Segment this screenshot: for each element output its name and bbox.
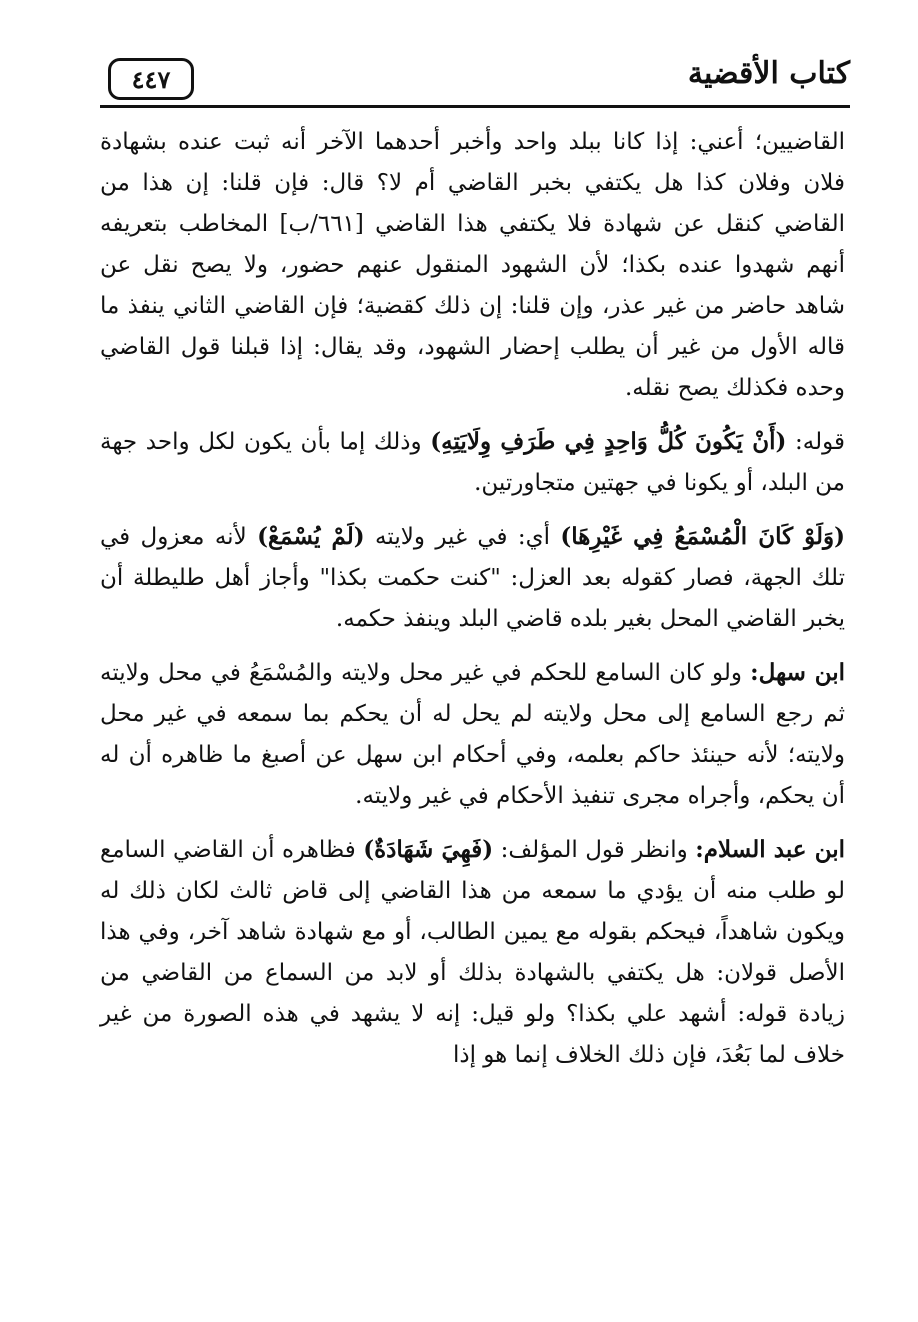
paragraph-text: لأنه معزول في تلك الجهة، فصار كقوله بعد العزل: "كنت حكمت بكذا" وأجاز أهل طليطلة أن يخبر القاضي المحل بغير بلده قاضي البلد وينفذ حكمه. — [100, 524, 845, 632]
page-header — [100, 50, 850, 110]
book-title: كتاب الأقضية — [687, 56, 850, 91]
paragraph-text: فظاهره أن القاضي السامع لو طلب منه أن يؤدي ما سمعه من هذا القاضي إلى قاض ثالث لكان ذلك له ويكون شاهداً، فيحكم بقوله مع يمين الطالب، أو مع شهادة شاهد آخر، وفي هذا الأصل قولان: هل يكتفي بالشهادة بذلك أو لابد من السماع من القاضي من زيادة قوله: أشهد علي بكذا؟ ولو قيل: إنه لا يشهد في هذه الصورة من غير خلاف لما بَعُدَ، فإن ذلك الخلاف إنما هو إذا — [100, 837, 845, 1068]
paragraph-2 — [100, 421, 845, 504]
quoted-matn: (وَلَوْ كَانَ الْمُسْمَعُ فِي غَيْرِهَا) — [560, 523, 846, 550]
paragraph-lead: قوله: — [786, 429, 845, 455]
page-number: ٤٤٧ — [131, 64, 171, 94]
paragraph-text: ولو كان السامع للحكم في غير محل ولايته والمُسْمَعُ في محل ولايته ثم رجع السامع إلى محل ولايته لم يحل له أن يحكم بما سمعه في غير محل ولايته؛ لأنه حينئذ حاكم بعلمه، وفي أحكام ابن سهل عن أصبغ ما ظاهره أن له أن يحكم، وأجراه مجرى تنفيذ الأحكام في غير ولايته. — [100, 660, 845, 809]
header-rule — [100, 105, 850, 108]
paragraph-lead: وانظر قول المؤلف: — [493, 837, 696, 863]
paragraph-1 — [100, 122, 845, 409]
quoted-matn: (أَنْ يَكُونَ كُلُّ وَاحِدٍ فِي طَرَفِ وِلَايَتِهِ) — [430, 428, 787, 455]
page-number-box — [108, 58, 194, 100]
speaker-name: ابن سهل: — [750, 659, 845, 686]
paragraph-text: القاضيين؛ أعني: إذا كانا ببلد واحد وأخبر أحدهما الآخر أنه ثبت عنده بشهادة فلان وفلان كذا هل يكتفي بخبر القاضي أم لا؟ قال: فإن قلنا: إن هذا من القاضي كنقل عن شهادة فلا يكتفي هذا القاضي [٦٦١/ب] المخاطب بتعريفه أنهم شهدوا عنده بكذا؛ لأن الشهود المنقول عنهم حضور، ولا يصح نقل عن شاهد حاضر من غير عذر، وإن قلنا: إن ذلك كقضية؛ فإن القاضي الثاني ينفذ ما قاله الأول من غير أن يطلب إحضار الشهود، وقد يقال: إذا قبلنا قول القاضي وحده فكذلك يصح نقله. — [100, 129, 845, 401]
paragraph-text-a: أي: في غير ولايته — [364, 524, 561, 550]
quoted-matn: (فَهِيَ شَهَادَةٌ) — [363, 836, 494, 863]
paragraph-3 — [100, 516, 845, 640]
quoted-matn-b: (لَمْ يُسْمَعْ) — [257, 523, 365, 550]
paragraph-5 — [100, 829, 845, 1076]
body-text — [100, 122, 845, 1088]
paragraph-text: وذلك إما بأن يكون لكل واحد جهة من البلد، أو يكونا في جهتين متجاورتين. — [100, 429, 845, 496]
paragraph-4 — [100, 652, 845, 817]
speaker-name: ابن عبد السلام: — [695, 836, 846, 863]
